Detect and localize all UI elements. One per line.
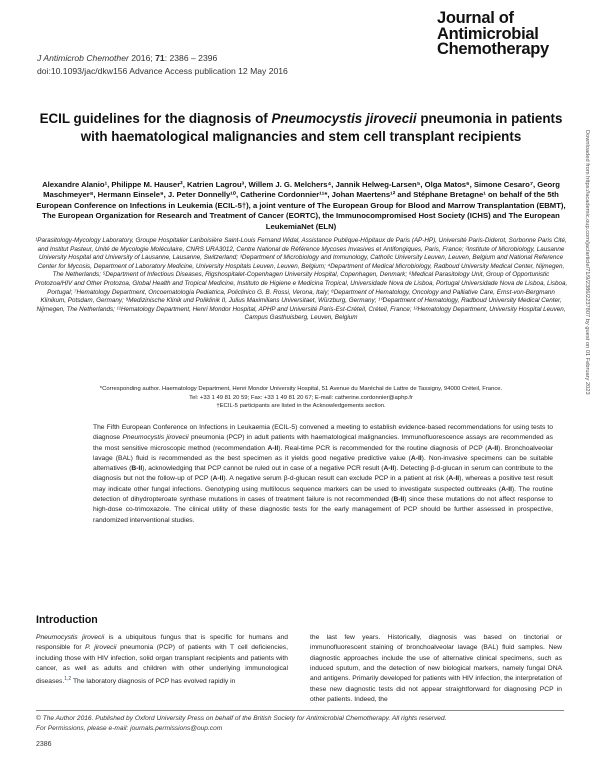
download-watermark <box>582 130 592 570</box>
year: 2016; <box>131 53 153 63</box>
title-part1: ECIL guidelines for the diagnosis of <box>39 111 272 126</box>
correspondence <box>60 385 542 411</box>
section-heading-introduction: Introduction <box>36 614 98 626</box>
intro-left-column: Pneumocystis jirovecii is a ubiquitous fungus that is specific for humans and responsible for P. jirovecii pneumonia (PCP) of patients with T cell deficiencies, including those with HIV infection, solid organ transplant recipients and patients with cancer, as well as adults and children with other underlying immunological diseases.$^{1,2}$ The laboratory diagnosis of PCP has evolved rapidly in <box>36 634 289 686</box>
article-title <box>36 110 566 146</box>
author-list: Alexandre Alanio¹, Philippe M. Hauser², Katrien Lagrou³, Willem J. G. Melchers⁴, Jannik Helweg-Larsen⁵, Olga Matos⁶, Simone Cesaro⁷, Georg Maschmeyer⁸, Hermann Einsele⁹, J. Peter Donnelly¹⁰, Catherine Cordonnier¹¹*, Johan Maertens¹² and Stéphane Bretagne¹ on behalf of the 5th European Conference on Infections in Leukemia (ECIL-5†), a joint venture of The European Group for Blood and Marrow Transplantation (EBMT), The European Organization for Research and Treatment of Cancer (EORTC), the Immunocompromised Host Society (ICHS) and The European LeukemiaNet (ELN) <box>36 180 566 231</box>
reference-link[interactable]: 1,2 <box>64 676 72 683</box>
journal-name-line1: Journal of <box>437 9 514 27</box>
copyright-line: © The Author 2016. Published by Oxford University Press on behalf of the British Society for Antimicrobial Chemotherapy. All rights reserved. <box>36 715 447 722</box>
journal-abbrev: J Antimicrob Chemother <box>37 53 129 63</box>
download-watermark-text[interactable]: Downloaded from https://academic.oup.com/jac/article/71/9/2386/2237807 by guest on 01 February 2023 <box>584 130 590 395</box>
corr-address: *Corresponding author. Haematology Department, Henri Mondor University Hospital, 51 Avenue du Maréchal de Lattre de Tassigny, 94000 Créteil, France. <box>99 386 503 392</box>
corr-ecil-note: †ECIL-5 participants are listed in the Acknowledgements section. <box>216 403 386 410</box>
affiliations: ¹Parasitology-Mycology Laboratory, Groupe Hospitalier Lariboisière Saint-Louis Fernand Widal, Assistance Publique-Hôpitaux de Paris (AP-HP), Université Paris-Diderot, Sorbonne Paris Cité, and Institut Pasteur, Unité de Mycologie Moléculaire, CNRS URA3012, Centre National de Référence Mycoses Invasives et Antifongiques, Paris, France; ²Institute of Microbiology, Lausanne University Hospital and University of Lausanne, Lausanne, Switzerland; ³Department of Microbiology and Immunology, Catholic University Leuven, Leuven, Belgium and National Reference Center for Mycosis, Department of Laboratory Medicine, University Hospitals Leuven, Leuven, Belgium; ⁴Department of Medical Microbiology, Radboud University Medical Center, Nijmegen, The Netherlands; ⁵Department of Infectious Diseases, Rigshospitalet-Copenhagen University Hospital, Copenhagen, Denmark; ⁶Medical Parasitology Unit, Group of Opportunistic Protozoa/HIV and Other Protozoa, Global Health and Tropical Medicine, Instituto de Higiene e Medicina Tropical, Universidade Nova de Lisboa, Portugal Universidade Nova de Lisboa, Lisboa, Portugal; ⁷Hematology Department, Oncoematologia Pediatrica, Policlinico G. B. Rossi, Verona, Italy; ⁸Department of Hematology, Oncology and Palliative Care, Ernst-von-Bergmann Klinikum, Potsdam, Germany; ⁹Medizinische Klinik und Poliklinik II, Julius Maximilians Universitaet, Würzburg, Germany; ¹⁰Department of Hematology, Radboud University Medical Center, Nijmegen, The Netherlands; ¹¹Hematology Department, Henri Mondor Hospital, APHP and Université Paris-Est-Créteil, Créteil, France; ¹²Hematology Department, University Hospital Leuven, Campus Gasthuisberg, Leuven, Belgium <box>34 237 568 322</box>
title-italic: Pneumocystis jirovecii <box>271 111 417 126</box>
abstract: The Fifth European Conference on Infections in Leukaemia (ECIL-5) convened a meeting to establish evidence-based recommendations for using tests to diagnose Pneumocystis jirovecii pneumonia (PCP) in adult patients with haematological malignancies. Immunofluorescence assays are recommended as the most sensitive microscopic method (recommendation A-II). Real-time PCR is recommended for the routine diagnosis of PCP (A-II). Bronchoalveolar lavage (BAL) fluid is recommended as the best specimen as it yields good negative predictive value (A-II). Non-invasive specimens can be suitable alternatives (B-II), acknowledging that PCP cannot be ruled out in case of a negative PCR result (A-II). Detecting β-d-glucan in serum can contribute to the diagnosis but not the follow-up of PCP (A-II). A negative serum β-d-glucan result can exclude PCP in a patient at risk (A-II), whereas a positive test result may indicate other fungal infections. Genotyping using multilocus sequence markers can be used to investigate suspected outbreaks (A-II). The routine detection of dihydropteroate synthase mutations in cases of treatment failure is not recommended (B-II) since these mutations do not affect response to high-dose co-trimoxazole. The clinical utility of these diagnostic tests for the early management of PCP should be further assessed in prospective, randomized interventional studies. <box>93 424 554 524</box>
corr-contact[interactable]: Tel: +33 1 49 81 20 59; Fax: +33 1 49 81 20 67; E-mail: catherine.cordonnier@aphp.fr <box>189 394 413 401</box>
volume: 71 <box>155 53 165 63</box>
copyright-footer <box>36 714 446 734</box>
footer-divider <box>36 710 564 711</box>
pages: : 2386 – 2396 <box>164 53 218 63</box>
doi-line[interactable]: doi:10.1093/jac/dkw156 Advance Access publication 12 May 2016 <box>37 65 288 76</box>
journal-name-line3: Chemotherapy <box>437 40 549 58</box>
citation <box>37 52 288 77</box>
journal-logo <box>437 11 549 58</box>
journal-name-line2: Antimicrobial <box>437 24 539 43</box>
page-number: 2386 <box>36 741 52 748</box>
title-part2: pneumonia in patients with haematological malignancies and stem cell transplant recipients <box>80 111 563 144</box>
permissions-line[interactable]: For Permissions, please e-mail: journals.permissions@oup.com <box>36 725 223 732</box>
intro-right-column: the last few years. Historically, diagnosis was based on tinctorial or immunofluorescent staining of bronchoalveolar lavage (BAL) fluid samples. New diagnostic approaches include the use of alternative clinical specimens, such as induced sputum, and the detection of new biological markers, namely fungal DNA and antigens. Primarily developed for patients with HIV infection, the interpretation of these new diagnostic tests did not appear straightforward for diagnosing PCP in other patients. Indeed, the <box>310 634 562 704</box>
